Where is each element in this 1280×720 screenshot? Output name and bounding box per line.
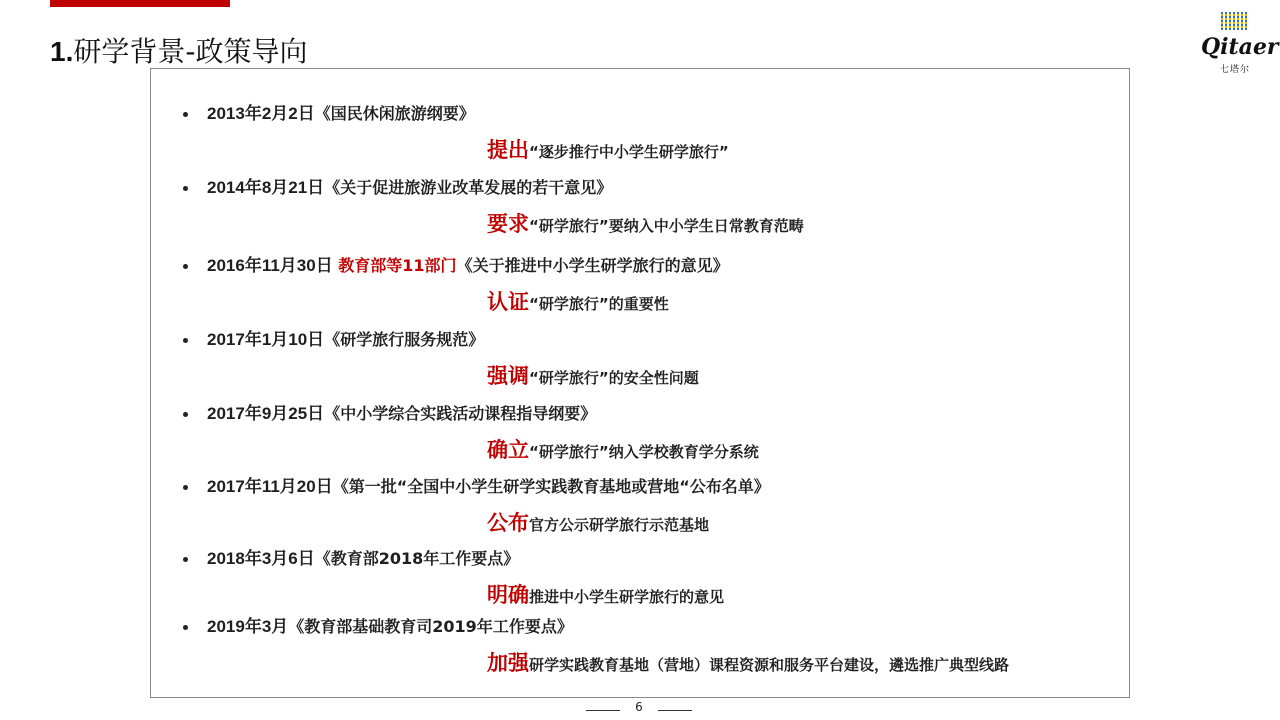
policy-item-heading — [207, 475, 770, 499]
policy-verb: 明确 — [487, 583, 529, 607]
brand-logo — [1198, 12, 1279, 80]
policy-item-action — [487, 649, 1009, 677]
policy-timeline-box — [150, 68, 1130, 698]
policy-document: 《国民休闲旅游纲要》 — [314, 104, 475, 123]
policy-document: 《第一批“全国中小学生研学实践教育基地或营地“公布名单》 — [332, 477, 770, 496]
title-accent-bar — [50, 0, 230, 7]
policy-description: “逐步推行中小学生研学旅行” — [529, 143, 729, 161]
policy-date: 2013年2月2日 — [207, 104, 315, 123]
policy-verb: 强调 — [487, 364, 529, 388]
policy-verb: 要求 — [487, 212, 529, 236]
policy-item-heading — [207, 615, 573, 639]
logo-subtitle: 七塔尔 — [1220, 65, 1251, 75]
policy-verb: 认证 — [487, 290, 529, 314]
page-number: 6 — [635, 700, 643, 714]
policy-description: “研学旅行”要纳入中小学生日常教育范畴 — [529, 217, 804, 235]
policy-document: 《教育部2018年工作要点》 — [314, 549, 520, 568]
policy-verb: 提出 — [487, 138, 529, 162]
policy-item-action — [487, 581, 724, 609]
policy-date: 2017年9月25日 — [207, 404, 325, 423]
page-title — [50, 32, 307, 72]
policy-item-heading — [207, 547, 519, 571]
page-footer — [586, 700, 696, 718]
policy-document: 《研学旅行服务规范》 — [324, 330, 485, 349]
policy-date: 2016年11月30日 — [207, 256, 333, 275]
policy-date: 2018年3月6日 — [207, 549, 315, 568]
logo-wordmark: Qitaer — [1201, 34, 1279, 60]
policy-date: 2019年3月 — [207, 617, 289, 636]
policy-document: 《中小学综合实践活动课程指导纲要》 — [324, 404, 597, 423]
policy-date: 2017年1月10日 — [207, 330, 325, 349]
policy-description: 推进中小学生研学旅行的意见 — [529, 588, 725, 606]
policy-item-action — [487, 288, 669, 316]
policy-verb: 公布 — [487, 511, 529, 535]
policy-description: 研学实践教育基地（营地）课程资源和服务平台建设，遴选推广典型线路 — [529, 656, 1010, 674]
policy-verb: 加强 — [487, 651, 529, 675]
policy-item-action — [487, 436, 759, 464]
policy-item-heading — [207, 254, 729, 278]
policy-item-heading — [207, 402, 596, 426]
policy-description: 官方公示研学旅行示范基地 — [529, 516, 710, 534]
policy-item-heading — [207, 328, 484, 352]
policy-document: 《教育部基础教育司2019年工作要点》 — [288, 617, 573, 636]
policy-document: 《关于促进旅游业改革发展的若干意见》 — [324, 178, 613, 197]
policy-date: 2014年8月21日 — [207, 178, 325, 197]
policy-item-action — [487, 136, 729, 164]
policy-description: “研学旅行”纳入学校教育学分系统 — [529, 443, 759, 461]
footer-divider — [658, 710, 692, 711]
policy-item-action — [487, 362, 699, 390]
policy-verb: 确立 — [487, 438, 529, 462]
policy-document: 《关于推进中小学生研学旅行的意见》 — [456, 256, 729, 275]
page-title-text: 研学背景-政策导向 — [73, 35, 308, 68]
footer-divider — [586, 710, 620, 711]
policy-item-heading — [207, 102, 475, 126]
policy-description: “研学旅行”的安全性问题 — [529, 369, 699, 387]
logo-bars-icon — [1221, 12, 1247, 30]
policy-item-heading — [207, 176, 612, 200]
policy-department: 教育部等11部门 — [338, 256, 457, 275]
policy-date: 2017年11月20日 — [207, 477, 333, 496]
policy-item-action — [487, 509, 709, 537]
policy-description: “研学旅行”的重要性 — [529, 295, 669, 313]
policy-item-action — [487, 210, 804, 238]
page-title-number: 1. — [50, 36, 74, 67]
